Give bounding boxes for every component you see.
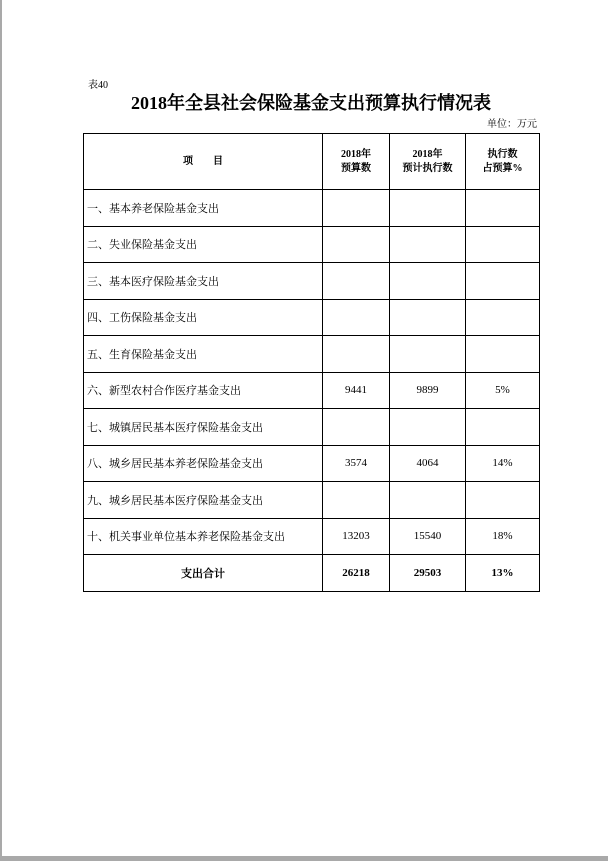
cell-executed	[390, 190, 466, 227]
cell-item: 七、城镇居民基本医疗保险基金支出	[84, 409, 323, 446]
table-row	[84, 336, 540, 373]
cell-item: 十、机关事业单位基本养老保险基金支出	[84, 518, 323, 555]
table-total-row	[84, 555, 540, 592]
cell-budget	[323, 190, 390, 227]
cell-item: 八、城乡居民基本养老保险基金支出	[84, 445, 323, 482]
total-executed: 29503	[390, 555, 466, 592]
cell-budget	[323, 299, 390, 336]
cell-ratio	[466, 482, 540, 519]
cell-executed	[390, 299, 466, 336]
cell-executed	[390, 409, 466, 446]
cell-executed	[390, 482, 466, 519]
cell-budget	[323, 226, 390, 263]
table-row	[84, 372, 540, 409]
table-row	[84, 263, 540, 300]
header-executed-line1: 2018年	[412, 148, 443, 160]
header-budget-line2: 预算数	[341, 162, 371, 174]
cell-item: 三、基本医疗保险基金支出	[84, 263, 323, 300]
cell-executed: 4064	[390, 445, 466, 482]
cell-ratio	[466, 299, 540, 336]
header-executed	[390, 134, 466, 190]
cell-ratio: 5%	[466, 372, 540, 409]
document-page	[2, 0, 608, 856]
table-row	[84, 445, 540, 482]
total-ratio: 13%	[466, 555, 540, 592]
header-executed-line2: 预计执行数	[402, 162, 453, 174]
cell-ratio	[466, 190, 540, 227]
cell-ratio	[466, 336, 540, 373]
header-ratio-line1: 执行数	[487, 148, 518, 160]
unit-label: 单位：万元	[487, 119, 537, 130]
table-row	[84, 299, 540, 336]
cell-budget	[323, 409, 390, 446]
header-ratio-line2: 占预算%	[482, 162, 523, 174]
table-row	[84, 226, 540, 263]
cell-budget: 3574	[323, 445, 390, 482]
total-label: 支出合计	[84, 555, 323, 592]
expenditure-table	[83, 133, 540, 592]
table-row	[84, 482, 540, 519]
header-ratio	[466, 134, 540, 190]
cell-executed	[390, 336, 466, 373]
cell-budget	[323, 336, 390, 373]
cell-item: 一、基本养老保险基金支出	[84, 190, 323, 227]
cell-item: 五、生育保险基金支出	[84, 336, 323, 373]
cell-budget: 9441	[323, 372, 390, 409]
cell-ratio	[466, 226, 540, 263]
table-header-row	[84, 134, 540, 190]
page-title: 2018年全县社会保险基金支出预算执行情况表	[131, 93, 491, 113]
cell-ratio	[466, 409, 540, 446]
cell-executed	[390, 263, 466, 300]
table-number-label: 表40	[88, 80, 108, 91]
header-budget	[323, 134, 390, 190]
cell-budget	[323, 263, 390, 300]
cell-ratio	[466, 263, 540, 300]
table-row	[84, 190, 540, 227]
cell-item: 九、城乡居民基本医疗保险基金支出	[84, 482, 323, 519]
table-row	[84, 409, 540, 446]
cell-ratio: 14%	[466, 445, 540, 482]
cell-item: 六、新型农村合作医疗基金支出	[84, 372, 323, 409]
total-budget: 26218	[323, 555, 390, 592]
cell-budget: 13203	[323, 518, 390, 555]
cell-executed	[390, 226, 466, 263]
cell-budget	[323, 482, 390, 519]
table-row	[84, 518, 540, 555]
cell-executed: 15540	[390, 518, 466, 555]
cell-item: 四、工伤保险基金支出	[84, 299, 323, 336]
header-item: 项 目	[84, 134, 323, 190]
cell-ratio: 18%	[466, 518, 540, 555]
cell-executed: 9899	[390, 372, 466, 409]
header-budget-line1: 2018年	[341, 148, 371, 160]
cell-item: 二、失业保险基金支出	[84, 226, 323, 263]
